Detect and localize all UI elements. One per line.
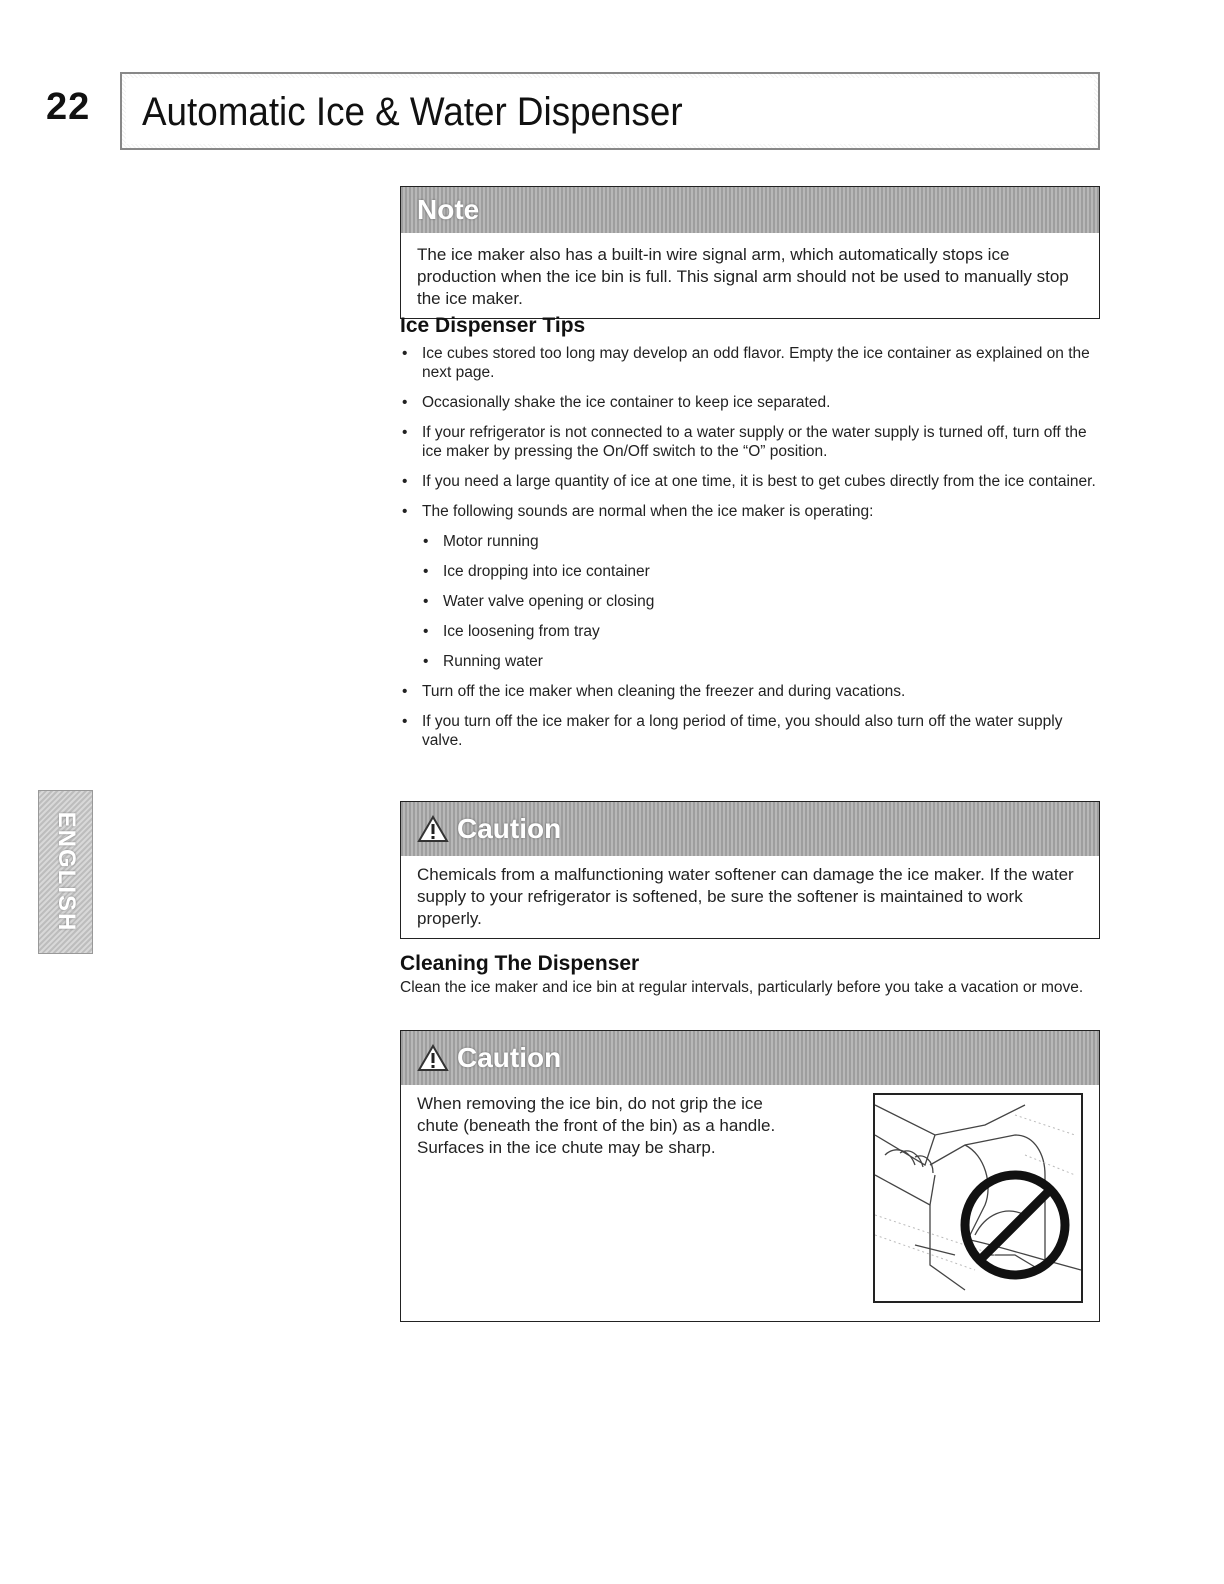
sound-list-item: • Running water — [400, 652, 1100, 671]
caution-text: Chemicals from a malfunctioning water softener can damage the ice maker. If the water supply to your refrigerator is softened, be sure the softener is maintained to work properly. — [417, 865, 1074, 928]
cleaning-dispenser-heading: Cleaning The Dispenser — [400, 952, 640, 975]
caution-text: When removing the ice bin, do not grip the ice chute (beneath the front of the bin) as a handle. Surfaces in the ice chute may be sharp. — [417, 1094, 776, 1157]
caution-header — [401, 1031, 1099, 1085]
ice-dispenser-tips-list — [400, 344, 1100, 761]
caution-box-ice-chute — [400, 1030, 1100, 1322]
page-title: Automatic Ice & Water Dispenser — [142, 90, 683, 134]
cleaning-text: Clean the ice maker and ice bin at regular intervals, particularly before you take a vacation or move. — [400, 979, 1084, 996]
sound-list-item: • Ice loosening from tray — [400, 622, 1100, 641]
list-item: • If your refrigerator is not connected to a water supply or the water supply is turned off, turn off the ice maker by pressing the On/Off switch to the “O” position. — [400, 423, 1100, 461]
title-banner — [120, 72, 1100, 150]
language-side-tab — [38, 790, 93, 954]
caution-label: Caution — [457, 1042, 562, 1073]
ice-bin-illustration — [873, 1093, 1083, 1303]
note-header — [401, 187, 1099, 233]
list-item: • Occasionally shake the ice container to keep ice separated. — [400, 393, 1100, 412]
caution-label: Caution — [457, 813, 562, 844]
ice-chute-prohibited-icon — [875, 1095, 1081, 1301]
note-box — [400, 186, 1100, 319]
warning-icon — [417, 815, 449, 843]
list-item: • The following sounds are normal when the ice maker is operating: — [400, 502, 1100, 521]
sound-list-item: • Ice dropping into ice container — [400, 562, 1100, 581]
caution-box-softener — [400, 801, 1100, 939]
list-item: • Ice cubes stored too long may develop an odd flavor. Empty the ice container as explained on the next page. — [400, 344, 1100, 382]
list-item: • If you turn off the ice maker for a long period of time, you should also turn off the water supply valve. — [400, 712, 1100, 750]
side-tab-label: ENGLISH — [52, 811, 80, 933]
sound-list-item: • Water valve opening or closing — [400, 592, 1100, 611]
ice-dispenser-tips-heading: Ice Dispenser Tips — [400, 314, 586, 337]
note-text: The ice maker also has a built-in wire signal arm, which automatically stops ice production when the ice bin is full. This signal arm should not be used to manually stop the ice maker. — [417, 245, 1069, 308]
page-number: 22 — [46, 86, 91, 128]
warning-icon — [417, 1044, 449, 1072]
list-item: • Turn off the ice maker when cleaning the freezer and during vacations. — [400, 682, 1100, 701]
sound-list-item: • Motor running — [400, 532, 1100, 551]
note-label: Note — [417, 194, 480, 225]
caution-header — [401, 802, 1099, 856]
list-item: • If you need a large quantity of ice at one time, it is best to get cubes directly from the ice container. — [400, 472, 1100, 491]
